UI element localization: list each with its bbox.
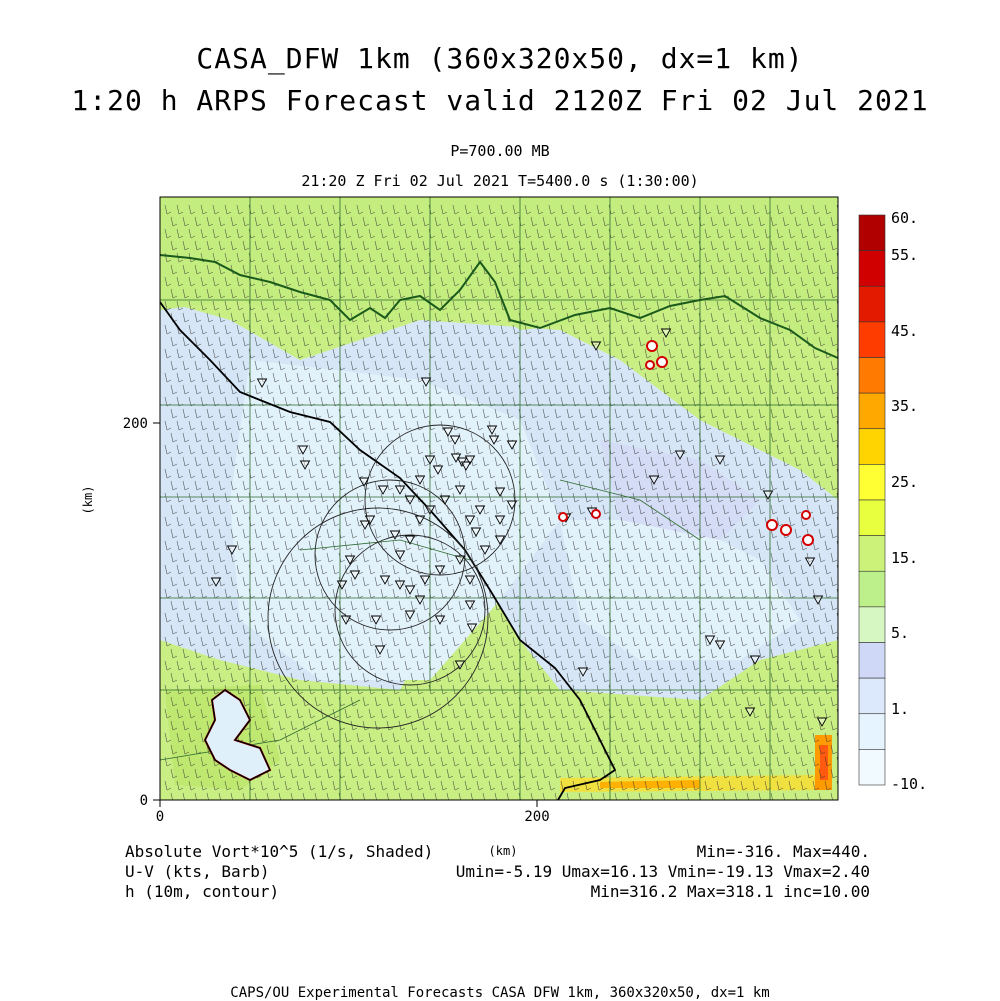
x-axis-label: (km) (488, 844, 518, 858)
y-tick-0: 0 (139, 793, 148, 809)
title-line-2: 1:20 h ARPS Forecast valid 2120Z Fri 02 Jul 2021 (71, 84, 929, 117)
colorbar-swatch (859, 536, 885, 572)
legend-stats-height: Min=316.2 Max=318.1 inc=10.00 (590, 882, 870, 901)
colorbar-label-5: 5. (891, 624, 910, 642)
colorbar-label-55: 55. (891, 246, 919, 264)
colorbar-swatch (859, 286, 885, 322)
colorbar-label-neg10: -10. (891, 775, 928, 793)
colorbar-label-35: 35. (891, 397, 919, 415)
colorbar-swatch (859, 607, 885, 643)
colorbar-swatch (859, 358, 885, 394)
colorbar-label-1: 1. (891, 700, 910, 718)
x-tick-200: 200 (524, 809, 550, 825)
footer-credit: CAPS/OU Experimental Forecasts CASA DFW 1km, 360x320x50, dx=1 km (230, 985, 770, 1001)
colorbar-swatch (859, 678, 885, 714)
colorbar-swatch (859, 714, 885, 750)
x-tick-0: 0 (155, 809, 165, 825)
colorbar-swatch (859, 393, 885, 429)
colorbar-swatch (859, 749, 885, 785)
pressure-level: P=700.00 MB (450, 142, 550, 160)
legend-field-height: h (10m, contour) (125, 882, 280, 901)
colorbar-label-45: 45. (891, 322, 919, 340)
legend-field-vorticity: Absolute Vort*10^5 (1/s, Shaded) (125, 842, 434, 861)
colorbar (859, 215, 885, 785)
colorbar-swatch (859, 571, 885, 607)
colorbar-swatch (859, 500, 885, 536)
colorbar-swatch (859, 215, 885, 251)
colorbar-swatch (859, 322, 885, 358)
vorticity-shading (160, 197, 838, 800)
colorbar-swatch (859, 429, 885, 465)
legend-stats-wind: Umin=-5.19 Umax=16.13 Vmin=-19.13 Vmax=2.40 (455, 862, 870, 881)
legend-field-wind: U-V (kts, Barb) (125, 862, 270, 881)
colorbar-swatch (859, 464, 885, 500)
y-axis-label: (km) (81, 485, 95, 515)
valid-time: 21:20 Z Fri 02 Jul 2021 T=5400.0 s (1:30:00) (301, 172, 699, 190)
colorbar-label-15: 15. (891, 549, 919, 567)
colorbar-swatch (859, 643, 885, 679)
title-line-1: CASA_DFW 1km (360x320x50, dx=1 km) (196, 42, 804, 75)
colorbar-label-60: 60. (891, 209, 919, 227)
colorbar-swatch (859, 251, 885, 287)
y-tick-200: 200 (122, 416, 148, 432)
colorbar-label-25: 25. (891, 473, 919, 491)
legend-stats-vorticity: Min=-316. Max=440. (696, 842, 870, 861)
